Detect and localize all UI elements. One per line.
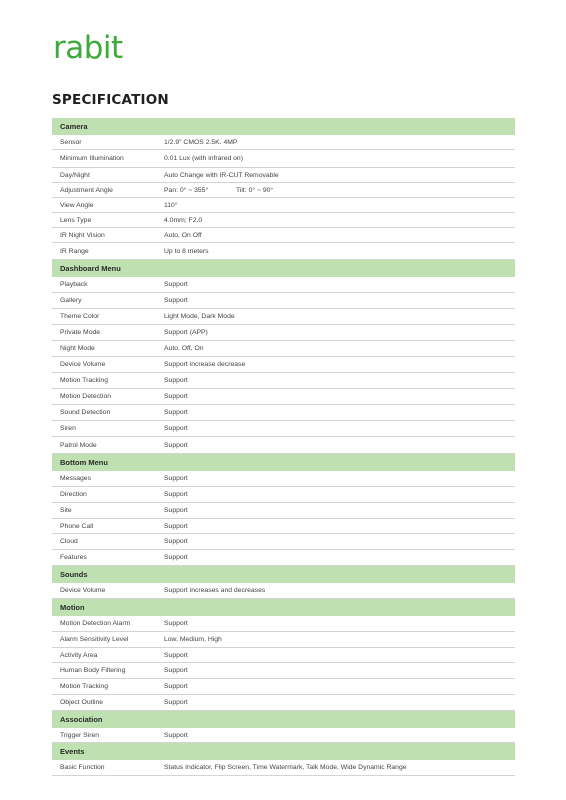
spec-row [52,695,515,711]
spec-label: View Angle [60,201,94,209]
specification-table [52,118,515,776]
spec-row [52,519,515,534]
spec-label: Patrol Mode [60,441,97,449]
spec-row [52,471,515,487]
spec-label: Trigger Siren [60,731,100,739]
spec-value: 110° [164,201,178,209]
spec-value: Support [164,507,188,514]
spec-value: Support [164,731,188,739]
spec-value: Support [164,475,188,482]
spec-value: Support [164,491,188,498]
spec-row [52,437,515,454]
section-header: Association [52,711,515,728]
spec-label: Playback [60,281,88,288]
spec-row [52,213,515,228]
spec-value: Support [164,441,188,449]
page-title: SPECIFICATION [52,92,169,108]
spec-row [52,421,515,437]
spec-value: Support [164,425,188,432]
spec-label: Site [60,507,72,514]
spec-row [52,389,515,405]
spec-label: Device Volume [60,587,106,594]
spec-row [52,373,515,389]
spec-value: Low, Medium, High [164,636,222,643]
spec-value: Auto. Off, On [164,345,204,352]
spec-row [52,534,515,550]
spec-row [52,309,515,325]
spec-value: Status Indicator, Flip Screen, Time Watermark, Talk Mode, Wide Dynamic Range [164,764,407,771]
spec-row [52,679,515,695]
spec-value: Support [164,699,188,706]
spec-value: Support [164,281,188,288]
spec-row [52,183,515,198]
spec-row [52,405,515,421]
spec-label: Motion Detection Alarm [60,620,131,627]
spec-row [52,760,515,776]
spec-label: IR Night Vision [60,231,105,239]
spec-row [52,293,515,309]
spec-value: Support [164,377,188,384]
spec-label: Features [60,554,87,561]
spec-row [52,150,515,168]
section-header: Camera [52,118,515,135]
spec-row [52,135,515,150]
spec-value: Support increase decrease [164,361,246,368]
spec-label: IR Range [60,247,89,255]
spec-value: Light Mode, Dark Mode [164,313,235,320]
spec-value: Support [164,409,188,416]
spec-label: Motion Tracking [60,377,108,384]
section-header: Bottom Menu [52,454,515,471]
spec-row [52,487,515,503]
spec-label: Motion Detection [60,393,112,400]
spec-label: Siren [60,425,76,432]
spec-value-secondary: Tilt: 0° ~ 90° [236,186,274,194]
spec-value: 1/2.9" CMOS 2.5K. 4MP [164,138,238,146]
brand-logo: rabit [53,30,123,66]
section-header: Dashboard Menu [52,260,515,277]
spec-value: Support increases and decreases [164,587,266,594]
spec-value: Support [164,683,188,690]
spec-label: Activity Area [60,651,98,659]
spec-row [52,228,515,243]
spec-label: Private Mode [60,329,101,336]
spec-label: Sound Detection [60,409,111,416]
spec-value: Support (APP) [164,329,208,336]
spec-label: Night Mode [60,345,95,352]
spec-row [52,325,515,341]
spec-row [52,198,515,213]
spec-label: Direction [60,491,87,498]
spec-row [52,341,515,357]
spec-row [52,648,515,663]
spec-label: Lens Type [60,216,92,224]
section-header: Motion [52,599,515,616]
spec-row [52,583,515,599]
spec-value: Support [164,297,188,304]
spec-value: Support [164,620,188,627]
spec-label: Device Volume [60,361,106,368]
spec-value: Up to 8 meters [164,247,209,255]
spec-label: Messages [60,475,91,482]
spec-value: 4.0mm; F2.0 [164,216,203,224]
spec-value: 0.01 Lux (with infrared on) [164,155,243,162]
spec-label: Basic Function [60,764,105,771]
spec-label: Object Outline [60,699,104,706]
spec-row [52,243,515,260]
spec-label: Adjustment Angle [60,186,113,194]
spec-label: Gallery [60,297,82,304]
spec-value: Support [164,554,188,561]
spec-value: Pan: 0° ~ 355° [164,186,209,194]
spec-value: Support [164,522,188,530]
section-header: Events [52,743,515,760]
spec-label: Motion Tracking [60,683,108,690]
spec-value: Auto, On Off [164,231,202,239]
spec-row [52,728,515,743]
spec-label: Alarm Sensitivity Level [60,636,129,643]
spec-value: Support [164,538,188,545]
spec-row [52,168,515,183]
spec-row [52,663,515,679]
section-header: Sounds [52,566,515,583]
spec-row [52,550,515,566]
spec-label: Human Body Filtering [60,667,126,674]
spec-value: Support [164,651,188,659]
spec-row [52,632,515,648]
spec-value: Support [164,393,188,400]
spec-label: Cloud [60,538,78,545]
spec-row [52,616,515,632]
spec-label: Sensor [60,138,82,146]
spec-label: Day/Night [60,171,90,179]
spec-label: Minimum Illumination [60,155,124,162]
spec-row [52,277,515,293]
spec-row [52,503,515,519]
spec-value: Auto Change with IR-CUT Removable [164,171,279,179]
spec-label: Theme Color [60,313,100,320]
spec-label: Phone Call [60,522,94,530]
spec-value: Support [164,667,188,674]
spec-row [52,357,515,373]
